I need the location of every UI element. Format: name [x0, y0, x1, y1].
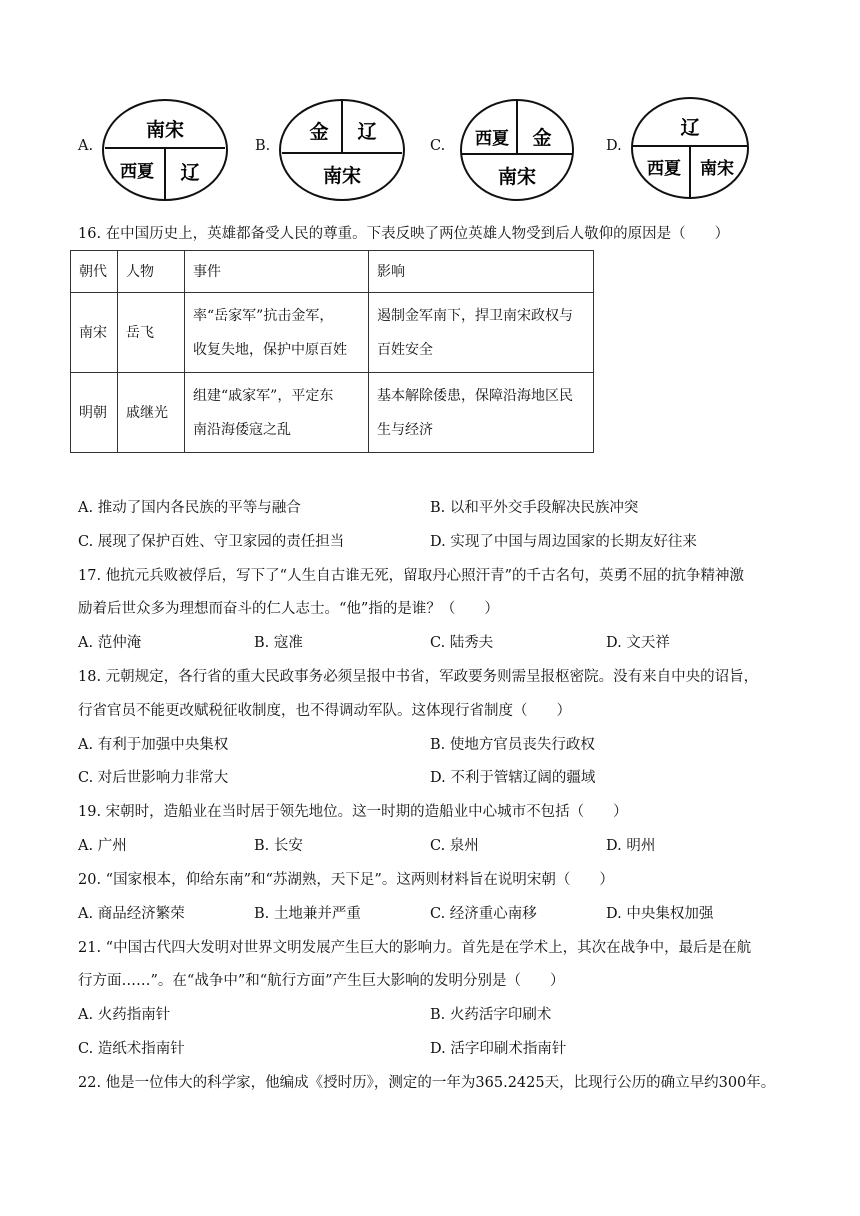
q21-stem-line-1: 21. “中国古代四大发明对世界文明发展产生巨大的影响力。首先是在学术上，其次在战争中，最后是在航	[78, 940, 752, 956]
heroes-table	[70, 250, 594, 453]
region-top-left: 西夏	[475, 129, 509, 149]
q19-stem: 19. 宋朝时，造船业在当时居于领先地位。这一时期的造船业中心城市不包括（ ）	[78, 804, 628, 820]
region-bottom-right: 南宋	[700, 159, 734, 179]
q20-option-b[interactable]: B. 土地兼并严重	[254, 906, 361, 922]
q17-option-d[interactable]: D. 文天祥	[606, 635, 670, 651]
q20-option-a[interactable]: A. 商品经济繁荣	[78, 906, 185, 922]
region-bottom: 南宋	[497, 166, 537, 188]
region-top-left: 金	[309, 121, 329, 143]
q19-option-a[interactable]: A. 广州	[78, 838, 127, 854]
person-cell: 戚继光	[118, 373, 185, 453]
option-letter: A.	[78, 138, 94, 154]
q20-option-d[interactable]: D. 中央集权加强	[606, 906, 714, 922]
event-line: 南沿海倭寇之乱	[193, 421, 291, 438]
region-top-right: 辽	[357, 121, 377, 143]
q19-option-c[interactable]: C. 泉州	[430, 838, 479, 854]
q17-option-b[interactable]: B. 寇准	[254, 635, 303, 651]
effect-line: 基本解除倭患，保障沿海地区民	[377, 387, 573, 404]
event-cell	[185, 293, 369, 373]
q20-option-c[interactable]: C. 经济重心南移	[430, 906, 537, 922]
q17-option-a[interactable]: A. 范仲淹	[78, 635, 142, 651]
table-row	[71, 293, 594, 373]
q21-option-d[interactable]: D. 活字印刷术指南针	[430, 1041, 567, 1057]
event-line: 组建“戚家军”，平定东	[193, 387, 334, 404]
q16-option-d[interactable]: D. 实现了中国与周边国家的长期友好往来	[430, 534, 697, 550]
q17-stem-line-1: 17. 他抗元兵败被俘后，写下了“人生自古谁无死，留取丹心照汗青”的千古名句，英勇不屈的抗争精神激	[78, 568, 744, 584]
table-header-row	[71, 251, 594, 293]
region-bottom: 南宋	[322, 165, 362, 187]
q19-option-d[interactable]: D. 明州	[606, 838, 656, 854]
effect-cell	[369, 373, 594, 453]
region-top-right: 金	[532, 127, 552, 149]
person-cell: 岳飞	[118, 293, 185, 373]
region-top: 南宋	[145, 119, 185, 141]
map-circle-diagram	[628, 96, 778, 206]
event-line: 率“岳家军”抗击金军，	[193, 307, 334, 324]
effect-line: 百姓安全	[377, 341, 433, 358]
option-letter: B.	[255, 138, 271, 154]
q16-stem: 16. 在中国历史上，英雄都备受人民的尊重。下表反映了两位英雄人物受到后人敬仰的原因是（ ）	[78, 226, 730, 242]
region-bottom-right: 辽	[180, 162, 200, 184]
table-row	[71, 373, 594, 453]
q18-option-a[interactable]: A. 有利于加强中央集权	[78, 737, 229, 753]
q21-option-a[interactable]: A. 火药指南针	[78, 1007, 171, 1023]
q17-stem-line-2: 励着后世众多为理想而奋斗的仁人志士。“他”指的是谁？（ ）	[78, 601, 499, 617]
table-header-cell: 朝代	[71, 251, 118, 293]
q21-stem-line-2: 行方面……”。在“战争中”和“航行方面”产生巨大影响的发明分别是（ ）	[78, 973, 565, 989]
map-circle-diagram	[452, 98, 602, 208]
region-top: 辽	[680, 117, 700, 139]
table-header-cell: 影响	[369, 251, 594, 293]
q18-option-d[interactable]: D. 不利于管辖辽阔的疆域	[430, 770, 596, 786]
q22-stem-line-1: 22. 他是一位伟大的科学家，他编成《授时历》，测定的一年为365.2425天，比现行公历的确立早约300年。	[78, 1075, 776, 1091]
q19-option-b[interactable]: B. 长安	[254, 838, 303, 854]
q18-option-b[interactable]: B. 使地方官员丧失行政权	[430, 737, 595, 753]
dynasty-cell: 明朝	[71, 373, 118, 453]
table-header-cell: 事件	[185, 251, 369, 293]
map-circle-diagram	[90, 98, 240, 208]
dynasty-cell: 南宋	[71, 293, 118, 373]
effect-line: 生与经济	[377, 421, 433, 438]
q21-option-b[interactable]: B. 火药活字印刷术	[430, 1007, 552, 1023]
region-bottom-left: 西夏	[647, 159, 681, 179]
event-line: 收复失地，保护中原百姓	[193, 341, 347, 358]
q20-stem: 20. “国家根本，仰给东南”和“苏湖熟，天下足”。这两则材料旨在说明宋朝（ ）	[78, 872, 614, 888]
q18-stem-line-2: 行省官员不能更改赋税征收制度，也不得调动军队。这体现行省制度（ ）	[78, 703, 571, 719]
effect-cell	[369, 293, 594, 373]
q21-option-c[interactable]: C. 造纸术指南针	[78, 1041, 185, 1057]
q18-option-c[interactable]: C. 对后世影响力非常大	[78, 770, 229, 786]
event-cell	[185, 373, 369, 453]
q16-option-c[interactable]: C. 展现了保护百姓、守卫家园的责任担当	[78, 534, 345, 550]
region-bottom-left: 西夏	[120, 162, 154, 182]
table-header-cell: 人物	[118, 251, 185, 293]
q16-option-b[interactable]: B. 以和平外交手段解决民族冲突	[430, 500, 639, 516]
q17-option-c[interactable]: C. 陆秀夫	[430, 635, 494, 651]
option-letter: C.	[430, 138, 446, 154]
q18-stem-line-1: 18. 元朝规定，各行省的重大民政事务必须呈报中书省，军政要务则需呈报枢密院。没有来自中央的诏旨，	[78, 669, 759, 685]
effect-line: 遏制金军南下，捍卫南宋政权与	[377, 307, 573, 324]
map-circle-diagram	[267, 98, 417, 208]
q16-option-a[interactable]: A. 推动了国内各民族的平等与融合	[78, 500, 301, 516]
option-letter: D.	[606, 138, 622, 154]
